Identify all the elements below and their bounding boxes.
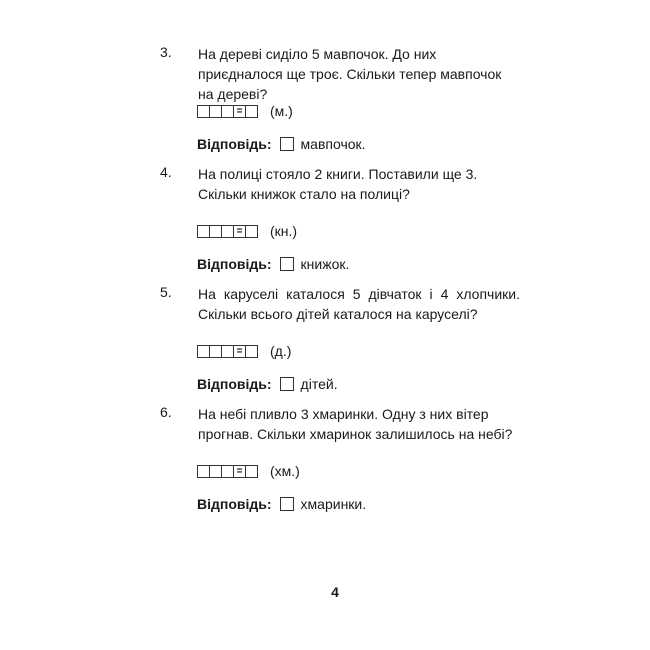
problem-text: На дереві сиділо 5 мавпочок. До них приєдналося ще троє. Скільки тепер мавпочок на дереві? [198,46,502,102]
equals-sign-cell: = [233,105,246,118]
equation-boxes [197,105,258,117]
problem-text: На каруселі каталося 5 дівчаток і 4 хлопчики. Скільки всього дітей каталося на каруселі? [198,286,520,322]
equation-result-cell[interactable] [245,105,258,118]
equals-sign-cell: = [233,345,246,358]
equation-boxes [197,345,258,357]
equation-row [197,224,297,238]
unit-label: (м.) [270,103,293,119]
problem-text: На полиці стояло 2 книги. Поставили ще 3. Скільки книжок стало на полиці? [198,166,478,202]
answer-box[interactable] [280,257,294,271]
equation-row [197,104,293,118]
problem-number: 6. [160,404,172,420]
answer-suffix: дітей. [300,376,338,392]
answer-row [197,256,349,272]
unit-label: (д.) [270,343,292,359]
equation-result-cell[interactable] [245,345,258,358]
equation-row [197,464,300,478]
answer-suffix: книжок. [300,256,350,272]
answer-row [197,376,338,392]
problem-text: На небі пливло 3 хмаринки. Одну з них вітер прогнав. Скільки хмаринок залишилось на небі? [198,406,513,442]
problem-number: 4. [160,164,172,180]
answer-label: Відповідь: [197,256,272,272]
answer-row [197,136,366,152]
answer-box[interactable] [280,137,294,151]
answer-label: Відповідь: [197,376,272,392]
answer-row [197,496,366,512]
equation-result-cell[interactable] [245,225,258,238]
answer-suffix: хмаринки. [300,496,367,512]
answer-label: Відповідь: [197,496,272,512]
problem-number: 5. [160,284,172,300]
answer-box[interactable] [280,497,294,511]
equation-boxes [197,465,258,477]
answer-suffix: мавпочок. [300,136,366,152]
answer-label: Відповідь: [197,136,272,152]
equation-row [197,344,291,358]
unit-label: (хм.) [270,463,300,479]
unit-label: (кн.) [270,223,298,239]
page-number: 4 [331,584,339,600]
equals-sign-cell: = [233,225,246,238]
equation-boxes [197,225,258,237]
equals-sign-cell: = [233,465,246,478]
problem-number: 3. [160,44,172,60]
equation-result-cell[interactable] [245,465,258,478]
answer-box[interactable] [280,377,294,391]
